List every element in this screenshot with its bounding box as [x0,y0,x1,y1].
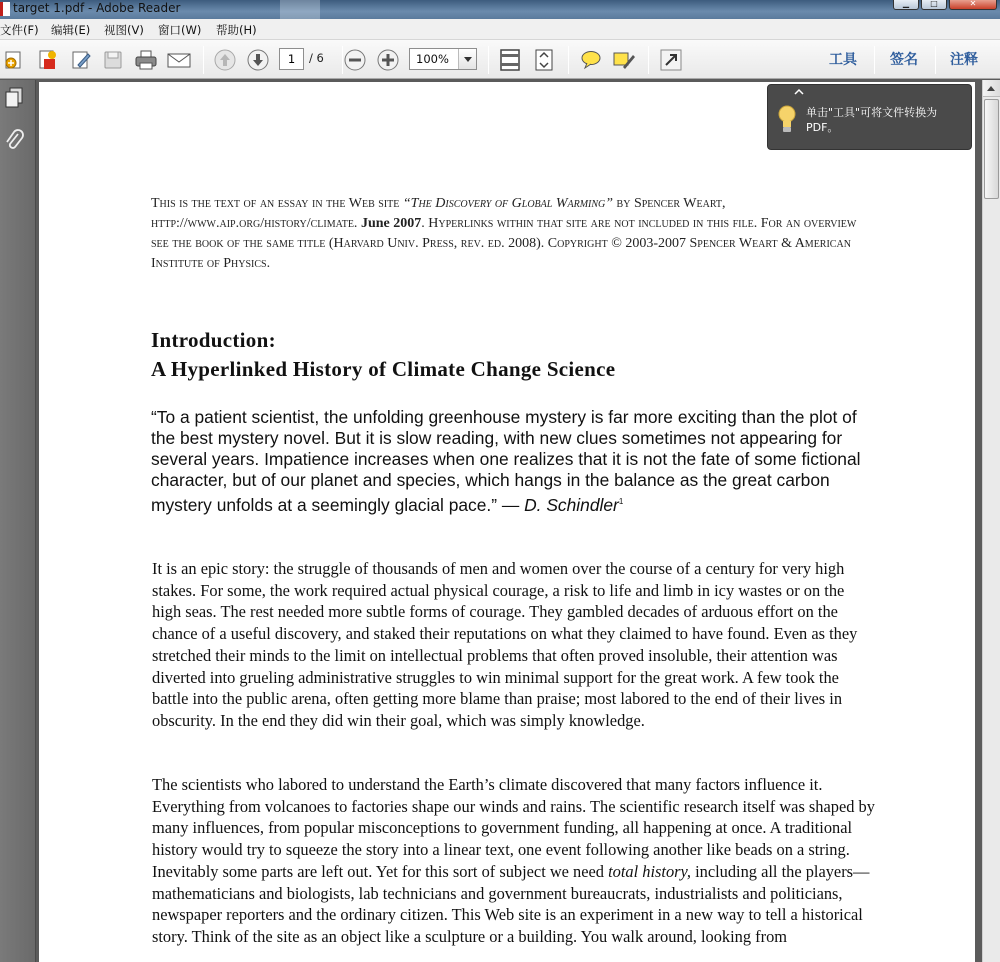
highlight-button[interactable] [611,47,637,73]
attachments-button[interactable] [3,128,25,152]
title-line-1: Introduction: [151,328,276,352]
sign-pane-link[interactable]: 签名 [890,52,918,68]
epigraph-quote [151,407,861,516]
lightbulb-icon [776,103,798,135]
menu-window[interactable]: 窗口(W) [158,23,202,37]
toolbar-separator [568,46,569,74]
menu-bar [0,19,1000,40]
pdf-page [39,82,975,962]
header-site-title: “The Discovery of Global Warming” [402,196,614,211]
page-number-input[interactable]: 1 [279,48,304,70]
create-pdf-icon [34,47,60,73]
menu-help[interactable]: 帮助(H) [216,23,257,37]
envelope-icon [166,47,192,73]
toolbar-separator [935,46,936,74]
tools-tooltip [767,84,972,150]
paragraph-text: The scientists who labored to understand the Earth’s climate discovered that many factors influence it. Everything from volcanoes to factories shape our winds and rains. The scientific research itself was shaped by many influences, from popular misconceptions to government funding, all happening at once. A traditional history would try to squeeze the story into a linear text, one event following another like beads on a string. Inevitably some parts are left out. Yet for this sort of subject we need [152,775,875,881]
tools-pane-link[interactable]: 工具 [829,52,857,68]
fit-width-button[interactable] [497,47,523,73]
minimize-button[interactable]: ▁ [893,0,919,10]
page-thumbnails-button[interactable] [3,86,25,110]
open-file-icon [1,47,27,73]
footnote-marker: 1 [618,497,624,506]
close-button[interactable]: ✕ [949,0,997,10]
menu-file[interactable]: 文件(F) [0,23,39,37]
tooltip-text: 单击"工具"可将文件转换为 PDF。 [806,106,938,134]
document-title [151,326,615,384]
menu-edit[interactable]: 编辑(E) [51,23,91,37]
paragraph-text: including all the players—mathematicians and biologists, lab technicians and government bureaucrats, industrialists and politicians, newspaper reporters and the ordinary citizen. This Web site is an experiment in a new way to tell a historical story. Think of the site as an object like a sculpture or a building. You walk around, looking from [152,861,870,946]
edit-button[interactable] [68,47,94,73]
previous-page-button[interactable] [212,47,238,73]
toolbar-separator [648,46,649,74]
plus-circle-icon [375,47,401,73]
email-button[interactable] [166,47,192,73]
fit-page-icon [497,47,523,73]
printer-icon [133,47,159,73]
pages-icon [3,86,25,110]
expand-arrows-icon [658,47,684,73]
arrow-up-circle-icon [212,47,238,73]
caret-up-icon [794,87,804,97]
header-text: . Hyperlinks within that site are not included in this file. For an overview see the book of the same title (Harvard Univ. Press, rev. ed. 2008). Copyright © 2003-2007 Spencer Weart & American Institute of Physics. [151,216,857,271]
create-pdf-button[interactable] [34,47,60,73]
open-button[interactable] [1,47,27,73]
zoom-value: 100% [416,52,449,66]
maximize-button[interactable]: □ [921,0,947,10]
edit-document-icon [68,47,94,73]
toolbar-separator [488,46,489,74]
document-viewport[interactable] [36,80,982,962]
toolbar-separator [874,46,875,74]
quote-attribution: D. Schindler [524,494,619,515]
speech-bubble-icon [578,47,604,73]
minus-circle-icon [342,47,368,73]
save-disk-icon [100,47,126,73]
header-text: by Spencer Weart, http://www.aip.org/history/climate. [151,196,726,231]
header-text: This is the text of an essay in the Web site [151,196,403,211]
paperclip-icon [3,128,25,152]
next-page-button[interactable] [245,47,271,73]
zoom-in-button[interactable] [375,47,401,73]
read-mode-button[interactable] [658,47,684,73]
title-line-2: A Hyperlinked History of Climate Change Science [151,357,616,381]
zoom-select[interactable] [409,48,477,70]
save-button[interactable] [100,47,126,73]
page-total-label: / 6 [309,51,324,65]
arrow-down-circle-icon [245,47,271,73]
print-button[interactable] [133,47,159,73]
scrollbar-thumb[interactable] [984,99,999,199]
window-title: target 1.pdf - Adobe Reader [13,1,181,15]
comment-pane-link[interactable]: 注释 [950,52,978,68]
title-bar [0,0,1000,19]
highlight-pen-icon [611,47,637,73]
document-header [151,194,861,274]
menu-view[interactable]: 视图(V) [104,23,144,37]
full-page-button[interactable] [531,47,557,73]
fit-window-icon [531,47,557,73]
zoom-out-button[interactable] [342,47,368,73]
paragraph-emphasis: total history, [608,861,691,881]
vertical-scrollbar[interactable] [982,80,1000,962]
titlebar-glass-highlight [280,0,320,19]
quote-text: “To a patient scientist, the unfolding greenhouse mystery is far more exciting than the plot of the best mystery novel. But it is slow reading, with new clues sometimes not appearing for several years. Impatience increases when one realizes that it is not the fate of some fictional character, but of our planet and species, which hangs in the balance as the great carbon mystery unfolds at a seemingly glacial pace.” — [151,407,861,515]
header-date: June 2007 [360,216,422,231]
navigation-pane [0,80,36,962]
pdf-file-icon [0,2,10,16]
comment-button[interactable] [578,47,604,73]
toolbar-separator [203,46,204,74]
chevron-down-icon[interactable] [458,49,476,69]
scroll-up-button[interactable] [983,80,1000,97]
paragraph-2 [152,774,877,948]
paragraph-1: It is an epic story: the struggle of thousands of men and women over the course of a century for very high stakes. For some, the work required actual physical courage, a risk to life and limb in icy wastes or on the high seas. The rest needed more subtle forms of courage. They gambled decades of arduous effort on the chance of a useful discovery, and staked their reputations on what they claimed to have found. Even as they stretched their minds to the limit on intellectual problems that often proved insoluble, their attention was diverted into grueling administrative struggles to win minimal support for the great work. A few took the battle into the public arena, often getting more blame than praise; most labored to the end of their lives in obscurity. In the end they did win their goal, which was simply knowledge. [152,559,858,730]
